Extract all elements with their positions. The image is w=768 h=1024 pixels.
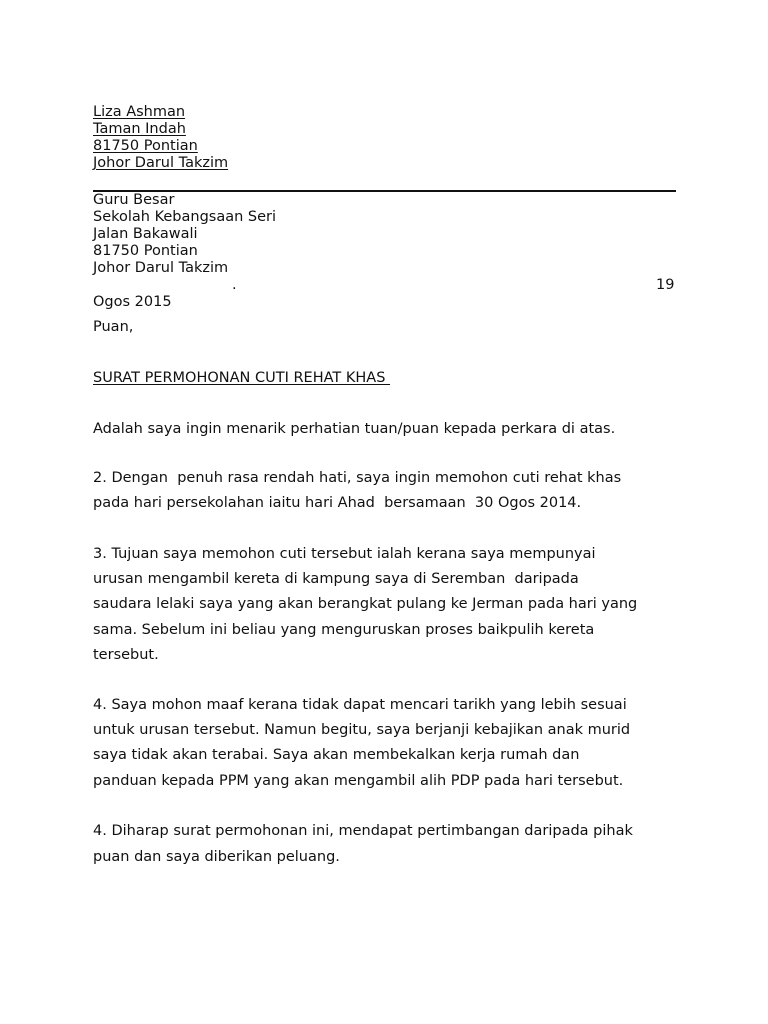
paragraph-line: Adalah saya ingin menarik perhatian tuan/puan kepada perkara di atas.	[93, 421, 616, 437]
paragraph-line: 4. Diharap surat permohonan ini, mendapat pertimbangan daripada pihak	[93, 823, 633, 839]
paragraph-line: urusan mengambil kereta di kampung saya di Seremban daripada	[93, 571, 579, 587]
letter-subject: SURAT PERMOHONAN CUTI REHAT KHAS	[93, 370, 391, 386]
paragraph-line: saya tidak akan terabai. Saya akan membekalkan kerja rumah dan	[93, 747, 580, 763]
paragraph-line: pada hari persekolahan iaitu hari Ahad bersamaan 30 Ogos 2014.	[93, 495, 582, 511]
recipient-title: Guru Besar	[93, 192, 175, 208]
sender-address-line-2: 81750 Pontian	[93, 138, 198, 154]
recipient-postcode: 81750 Pontian	[93, 243, 198, 259]
paragraph-line: 4. Saya mohon maaf kerana tidak dapat mencari tarikh yang lebih sesuai	[93, 697, 627, 713]
paragraph-line: panduan kepada PPM yang akan mengambil alih PDP pada hari tersebut.	[93, 773, 624, 789]
header-divider	[93, 190, 676, 192]
paragraph-line: 2. Dengan penuh rasa rendah hati, saya ingin memohon cuti rehat khas	[93, 470, 622, 486]
salutation: Puan,	[93, 319, 134, 335]
date-day: 19	[656, 277, 675, 293]
paragraph-line: puan dan saya diberikan peluang.	[93, 849, 340, 865]
sender-address-line-3: Johor Darul Takzim	[93, 155, 229, 171]
date-month-year: Ogos 2015	[93, 294, 172, 310]
paragraph-line: sama. Sebelum ini beliau yang menguruskan proses baikpulih kereta	[93, 622, 595, 638]
date-dot: .	[232, 277, 237, 293]
recipient-state: Johor Darul Takzim	[93, 260, 229, 276]
paragraph-line: untuk urusan tersebut. Namun begitu, saya berjanji kebajikan anak murid	[93, 722, 631, 738]
sender-name: Liza Ashman	[93, 104, 186, 120]
paragraph-line: tersebut.	[93, 647, 159, 663]
sender-address-line-1: Taman Indah	[93, 121, 186, 137]
recipient-street: Jalan Bakawali	[93, 226, 198, 242]
paragraph-line: 3. Tujuan saya memohon cuti tersebut ialah kerana saya mempunyai	[93, 546, 596, 562]
recipient-school: Sekolah Kebangsaan Seri	[93, 209, 277, 225]
paragraph-line: saudara lelaki saya yang akan berangkat pulang ke Jerman pada hari yang	[93, 596, 638, 612]
